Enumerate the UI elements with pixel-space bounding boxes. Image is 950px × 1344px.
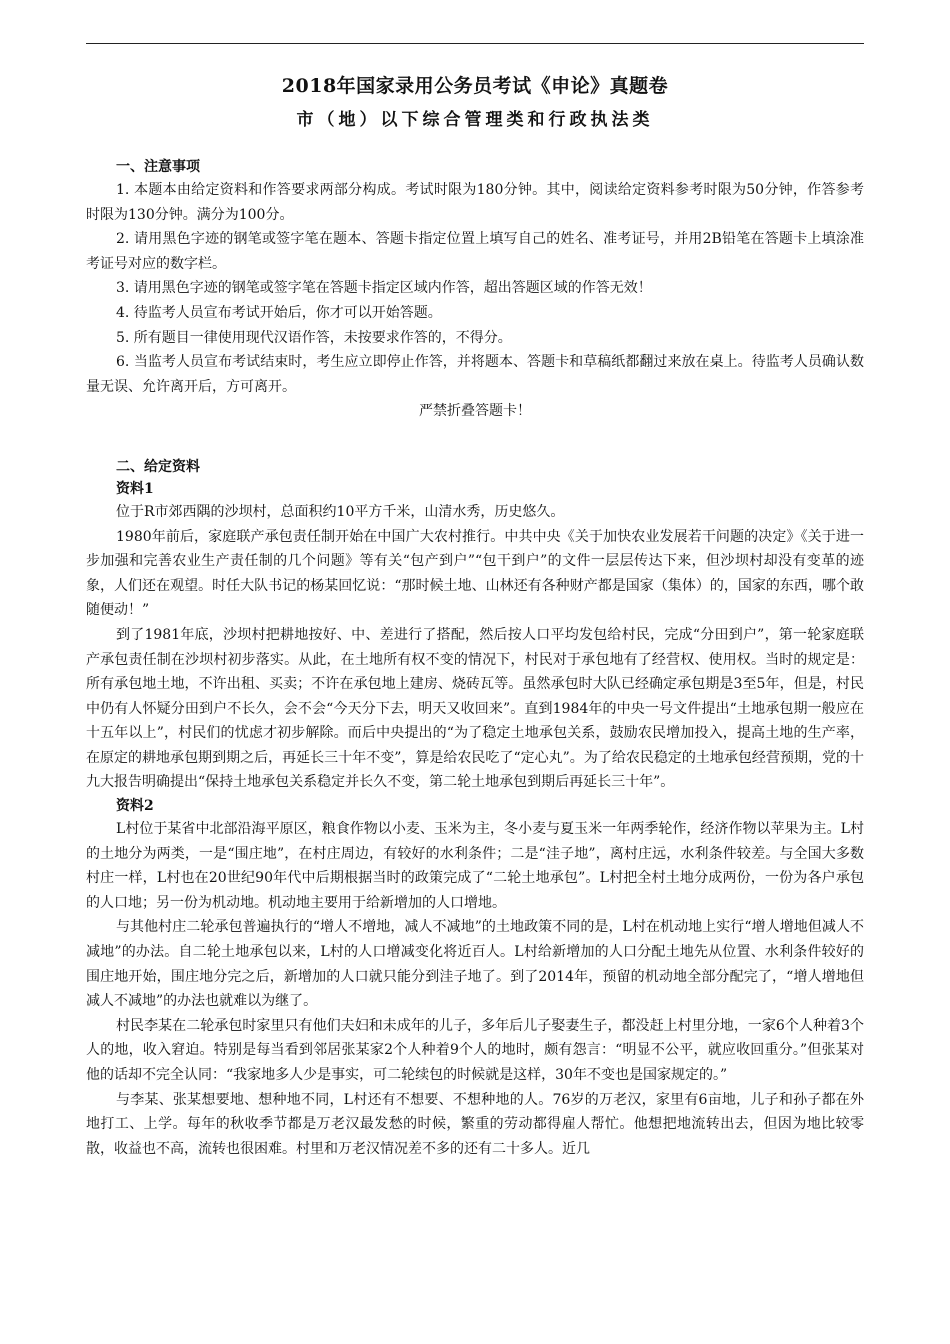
notice-item: 1. 本题本由给定资料和作答要求两部分构成。考试时限为180分钟。其中，阅读给定资料参考时限为50分钟，作答参考时限为130分钟。满分为100分。: [86, 182, 864, 223]
section-heading-materials: 二、给定资料: [116, 458, 200, 475]
notice-item: 5. 所有题目一律使用现代汉语作答，未按要求作答的，不得分。: [116, 329, 512, 346]
notice-item: 4. 待监考人员宣布考试开始后，你才可以开始答题。: [116, 304, 442, 321]
material-paragraph: 与李某、张某想要地、想种地不同，L村还有不想要、不想种地的人。76岁的万老汉，家里有6亩地，儿子和孙子都在外地打工、上学。每年的秋收季节都是万老汉最发愁的时候，繁重的劳动都得雇人帮忙。他想把地流转出去，但因为地比较零散，收益也不高，流转也很困难。村里和万老汉情况差不多的还有二十多人。近几: [86, 1091, 864, 1157]
document-body: [86, 72, 864, 1161]
document-subtitle: 市（地）以下综合管理类和行政执法类: [296, 110, 654, 130]
material-paragraph: 到了1981年底，沙坝村把耕地按好、中、差进行了搭配，然后按人口平均发包给村民，完成“分田到户”，第一轮家庭联产承包责任制在沙坝村初步落实。从此，在土地所有权不变的情况下，村民对于承包地有了经营权、使用权。当时的规定是：所有承包地土地，不许出租、买卖；不许在承包地上建房、烧砖瓦等。虽然承包时大队已经确定承包期是3至5年，但是，村民中仍有人怀疑分田到户不长久，会不会“今天分下去，明天又收回来”。直到1984年的中央一号文件提出“土地承包期一般应在十五年以上”，村民们的忧虑才初步解除。而后中央提出的“为了稳定土地承包关系，鼓励农民增加投入，提高土地的生产率，在原定的耕地承包期到期之后，再延长三十年不变”，算是给农民吃了“定心丸”。为了给农民稳定的土地承包经营预期，党的十九大报告明确提出“保持土地承包关系稳定并长久不变，第二轮土地承包到期后再延长三十年”。: [86, 626, 864, 791]
material-paragraph: L村位于某省中北部沿海平原区，粮食作物以小麦、玉米为主，冬小麦与夏玉米一年两季轮作，经济作物以苹果为主。L村的土地分为两类，一是“围庄地”，在村庄周边，有较好的水利条件；二是“洼子地”，离村庄远，水利条件较差。与全国大多数村庄一样，L村也在20世纪90年代中后期根据当时的政策完成了“二轮土地承包”。L村把全村土地分成两份，一份为各户承包的人口地；另一份为机动地。机动地主要用于给新增加的人口增地。: [86, 821, 864, 911]
material-label: 资料1: [116, 480, 154, 497]
material-paragraph: 与其他村庄二轮承包普遍执行的“增人不增地，减人不减地”的土地政策不同的是，L村在机动地上实行“增人增地但减人不减地”的办法。自二轮土地承包以来，L村的人口增减变化将近百人。L村给新增加的人口分配土地先从位置、水利条件较好的围庄地开始，围庄地分完之后，新增加的人口就只能分到洼子地了。到了2014年，预留的机动地全部分配完了，“增人增地但减人不减地”的办法也就难以为继了。: [86, 919, 864, 1010]
material-paragraph: 村民李某在二轮承包时家里只有他们夫妇和未成年的儿子，多年后儿子娶妻生子，都没赶上村里分地，一家6个人种着3个人的地，收入窘迫。特别是每当看到邻居张某家2个人种着9个人的地时，颇有怨言：“明显不公平，就应收回重分。”但张某对他的话却不完全认同：“我家地多人少是事实，可二轮续包的时候就是这样，30年不变也是国家规定的。”: [86, 1017, 864, 1083]
material-paragraph: 1980年前后，家庭联产承包责任制开始在中国广大农村推行。中共中央《关于加快农业发展若干问题的决定》《关于进一步加强和完善农业生产责任制的几个问题》等有关“包产到户”“包干到户”的文件一层层传达下来，但沙坝村却没有变革的迹象，人们还在观望。时任大队书记的杨某回忆说：“那时候土地、山林还有各种财产都是国家（集体）的，国家的东西，哪个敢随便动！”: [86, 528, 864, 619]
top-rule: [86, 43, 864, 44]
notice-item: 2. 请用黑色字迹的钢笔或签字笔在题本、答题卡指定位置上填写自己的姓名、准考证号，并用2B铅笔在答题卡上填涂准考证号对应的数字栏。: [86, 231, 864, 272]
notice-item: 3. 请用黑色字迹的钢笔或签字笔在答题卡指定区域内作答，超出答题区域的作答无效！: [116, 280, 652, 297]
material-label: 资料2: [116, 798, 154, 815]
notice-item: 6. 当监考人员宣布考试结束时，考生应立即停止作答，并将题本、答题卡和草稿纸都翻过来放在桌上。待监考人员确认数量无误、允许离开后，方可离开。: [86, 354, 864, 395]
warning-line: 严禁折叠答题卡！: [419, 403, 531, 420]
material-paragraph: 位于R市郊西隅的沙坝村，总面积约10平方千米，山清水秀，历史悠久。: [116, 503, 565, 520]
section-heading-notice: 一、注意事项: [116, 159, 200, 175]
document-title: 2018年国家录用公务员考试《申论》真题卷: [281, 75, 669, 97]
